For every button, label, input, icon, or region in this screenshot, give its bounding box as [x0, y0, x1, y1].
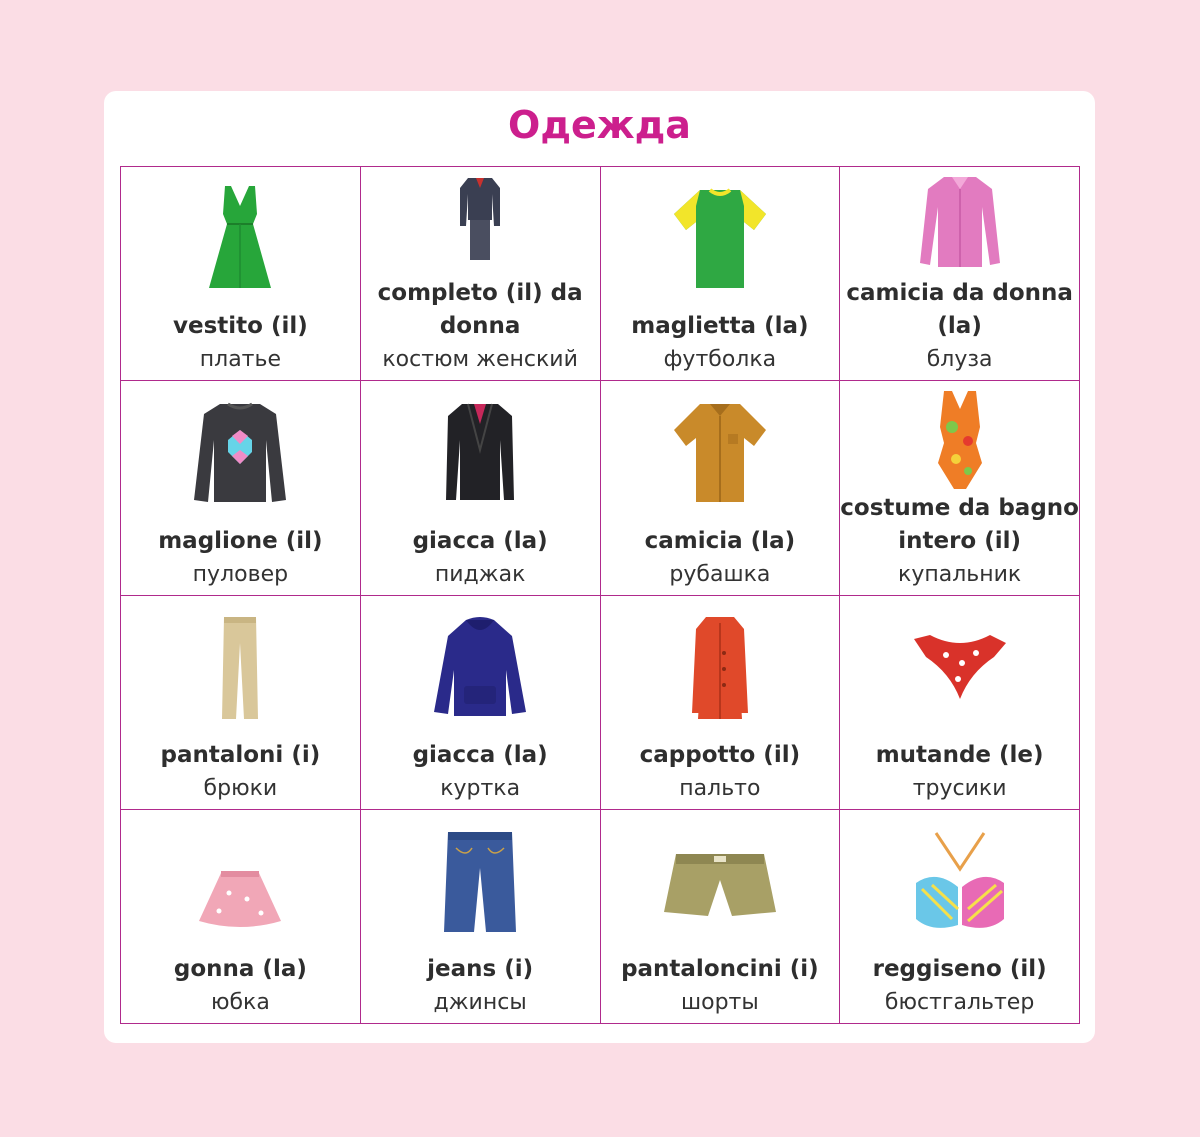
vocab-cell [361, 810, 601, 1024]
vocab-cell [840, 381, 1080, 595]
sweater-icon [192, 400, 288, 506]
russian-word: юбка [210, 990, 270, 1015]
russian-word: футболка [663, 347, 777, 373]
blouse-icon [918, 173, 1002, 269]
italian-word: giacca (la) [412, 741, 548, 768]
vocab-cell [601, 381, 841, 595]
italian-word: pantaloni (i) [160, 741, 321, 768]
italian-word: camicia da donna (la) [846, 280, 1073, 340]
russian-word: купальник [898, 561, 1022, 587]
dress-icon [205, 184, 275, 294]
skirt-icon [195, 869, 285, 931]
vocab-cell [601, 596, 841, 810]
italian-word: vestito (il) [172, 313, 308, 340]
italian-word: maglione (il) [158, 527, 323, 554]
shorts-icon [662, 850, 778, 920]
vocab-cell [840, 810, 1080, 1024]
russian-word: пуловер [192, 561, 289, 587]
russian-word: платье [199, 347, 281, 373]
russian-word: джинсы [433, 990, 527, 1015]
russian-word: брюки [203, 775, 278, 801]
russian-word: костюм женский [382, 347, 578, 373]
jeans-icon [442, 828, 518, 936]
italian-word: giacca (la) [412, 527, 548, 554]
swimsuit-icon [930, 387, 990, 493]
italian-word: cappotto (il) [639, 741, 801, 768]
russian-word: рубашка [669, 561, 771, 587]
italian-word: completo (il) da donna [377, 280, 583, 340]
russian-word: пальто [679, 775, 761, 801]
vocab-cell [361, 381, 601, 595]
vocabulary-card [104, 91, 1095, 1043]
vocab-cell [121, 167, 361, 381]
russian-word: шорты [681, 990, 759, 1015]
tshirt-icon [672, 186, 768, 292]
bra-icon [912, 829, 1008, 935]
vocab-cell [840, 596, 1080, 810]
italian-word: camicia (la) [644, 527, 796, 554]
italian-word: costume da bagno intero (il) [840, 494, 1079, 554]
russian-word: трусики [912, 775, 1007, 801]
italian-word: gonna (la) [173, 956, 307, 982]
italian-word: reggiseno (il) [872, 956, 1047, 982]
coat-icon [690, 613, 750, 723]
russian-word: бюстгальтер [884, 990, 1035, 1015]
vocab-cell [601, 167, 841, 381]
russian-word: куртка [440, 775, 521, 801]
vocab-cell [121, 810, 361, 1024]
italian-word: mutande (le) [875, 741, 1044, 768]
vocab-cell [361, 167, 601, 381]
briefs-icon [910, 633, 1010, 703]
russian-word: пиджак [434, 561, 526, 587]
italian-word: jeans (i) [427, 956, 534, 982]
russian-word: блуза [926, 347, 993, 373]
shirt-icon [672, 400, 768, 506]
italian-word: maglietta (la) [631, 313, 809, 340]
vocab-cell [121, 381, 361, 595]
vocab-cell [121, 596, 361, 810]
vocab-cell [361, 596, 601, 810]
vocab-cell [601, 810, 841, 1024]
page-title: Одежда [508, 103, 691, 147]
trousers-icon [220, 613, 260, 723]
womens-suit-icon [458, 174, 502, 264]
vocabulary-grid [120, 166, 1080, 1024]
hoodie-icon [432, 616, 528, 720]
blazer-icon [444, 400, 516, 506]
vocab-cell [840, 167, 1080, 381]
italian-word: pantaloncini (i) [621, 956, 819, 982]
